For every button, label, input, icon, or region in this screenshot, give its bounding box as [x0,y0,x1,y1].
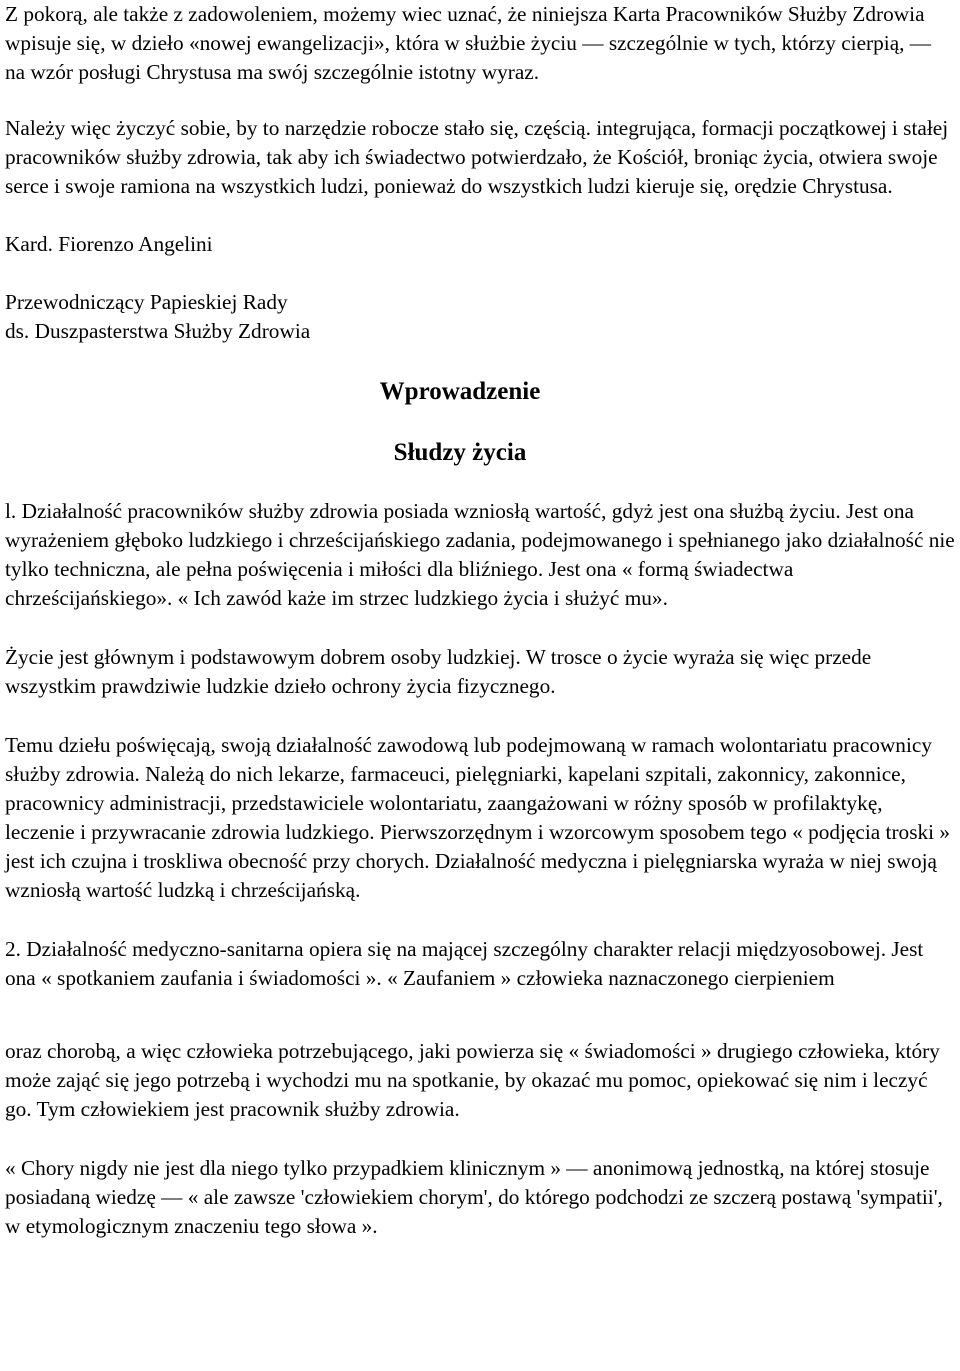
paragraph-1-service-of-life: l. Działalność pracowników służby zdrowia posiada wzniosłą wartość, gdyż jest ona służbą życiu. Jest ona wyrażeniem głęboko ludzkiego i chrześcijańskiego zadania, podejmowanego i spełnianego jako działalność nie tylko techniczna, ale pełna poświęcenia i miłości dla bliźniego. Jest ona « formą świadectwa chrześcijańskiego». « Ich zawód każe im strzec ludzkiego życia i służyć mu». [5,499,955,610]
paragraph-2-continuation: oraz chorobą, a więc człowieka potrzebującego, jaki powierza się « świadomości » drugiego człowieka, który może zająć się jego potrzebą i wychodzi mu na spotkanie, by okazać mu pomoc, opiekować się nim i leczyć go. Tym człowiekiem jest pracownik służby zdrowia. [5,1039,940,1121]
signature-role-line-2: ds. Duszpasterstwa Służby Zdrowia [5,319,311,343]
paragraph-2-interpersonal-relation: 2. Działalność medyczno-sanitarna opiera się na mającej szczególny charakter relacji międzyosobowej. Jest ona « spotkaniem zaufania i świadomości ». « Zaufaniem » człowieka naznaczonego cierpieniem [5,937,924,990]
paragraph-health-workers: Temu dziełu poświęcają, swoją działalność zawodową lub podejmowaną w ramach wolontariatu pracownicy służby zdrowia. Należą do nich lekarze, farmaceuci, pielęgniarki, kapelani szpitali, zakonnicy, zakonnice, pracownicy administracji, przedstawiciele wolontariatu, zaangażowani w różny sposób w profilaktykę, leczenie i przywracanie zdrowia ludzkiego. Pierwszorzędnym i wzorcowym sposobem tego « podjęcia troski » jest ich czujna i troskliwa obecność przy chorych. Działalność medyczna i pielęgniarska wyraża w niej swoją wzniosłą wartość ludzką i chrześcijańską. [5,733,951,902]
intro-paragraph-evangelization: Z pokorą, ale także z zadowoleniem, możemy wiec uznać, że niniejsza Karta Pracowników Służby Zdrowia wpisuje się, w dzieło «nowej ewangelizacji», która w służbie życiu — szczególnie w tych, którzy cierpią, — na wzór posługi Chrystusa ma swój szczególnie istotny wyraz. [5,2,932,84]
signature-role-line-1: Przewodniczący Papieskiej Rady [5,290,288,314]
signature-block [5,230,955,346]
document-page [5,0,955,1241]
intro-paragraph-formation: Należy więc życzyć sobie, by to narzędzie robocze stało się, częścią. integrująca, formacji początkowej i stałej pracowników służby zdrowia, tak aby ich świadectwo potwierdzało, że Kościół, broniąc życia, otwiera swoje serce i swoje ramiona na wszystkich ludzi, ponieważ do wszystkich ludzi kieruje się, orędzie Chrystusa. [5,116,949,198]
signature-name: Kard. Fiorenzo Angelini [5,232,213,256]
paragraph-life-good: Życie jest głównym i podstawowym dobrem osoby ludzkiej. W trosce o życie wyraża się więc przede wszystkim prawdziwie ludzkie dzieło ochrony życia fizycznego. [5,645,872,698]
paragraph-patient-not-case: « Chory nigdy nie jest dla niego tylko przypadkiem klinicznym » — anonimową jednostką, na której stosuje posiadaną wiedzę — « ale zawsze 'człowiekiem chorym', do którego podchodzi ze szczerą postawą 'sympatii', w etymologicznym znaczeniu tego słowa ». [5,1156,943,1238]
heading-introduction: Wprowadzenie [379,378,541,405]
heading-servants-of-life: Słudzy życia [393,439,527,466]
